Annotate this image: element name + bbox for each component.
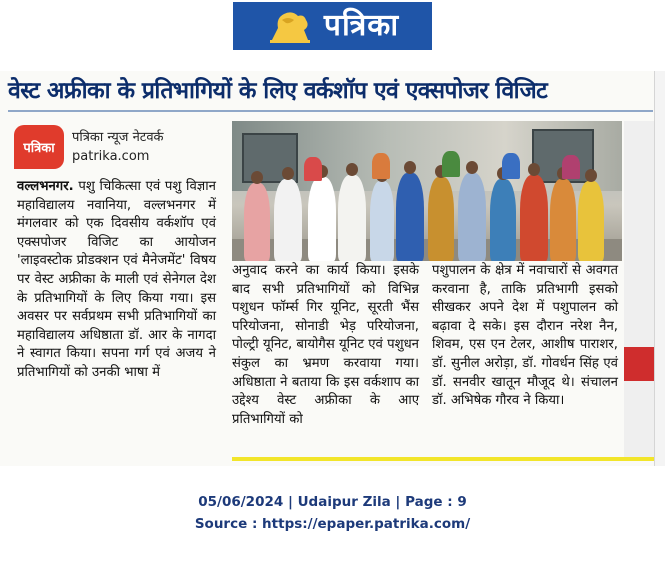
bottom-yellow-rule	[232, 457, 657, 461]
photo-person	[490, 179, 516, 261]
photo-person-head	[404, 161, 416, 174]
lion-icon	[266, 6, 314, 46]
photo-person	[308, 177, 336, 261]
photo-person-head	[282, 167, 294, 180]
photo-person-back-row	[304, 157, 322, 181]
photo-person	[244, 183, 270, 261]
photo-person-back-row	[562, 155, 580, 179]
photo-person	[458, 173, 486, 261]
photo-person-back-row	[372, 153, 390, 179]
source-site: patrika.com	[72, 149, 150, 164]
photo-person	[274, 179, 302, 261]
source-name: पत्रिका न्यूज नेटवर्क	[72, 130, 164, 145]
photo-person	[550, 179, 576, 261]
group-photo	[232, 121, 622, 261]
article-column-2: अनुवाद करने का कार्य किया। इसके बाद सभी प्रतिभागियों को विभिन्न पशुधन फॉर्म्स गिर यूनिट, सूरती भैंस परियोजना, सोनाडी भेड़ परियोजना, पोल्ट्री यूनिट, बायोगैस यूनिट एवं पशुधन संकुल का भ्रमण करवाया गया। अधिष्ठाता ने बताया कि इस वर्कशाप का उद्देश्य वेस्ट अफ्रीका के आए प्रतिभागियों को	[232, 263, 419, 427]
photo-person	[578, 181, 604, 261]
photo-person-head	[528, 163, 540, 176]
patrika-logo	[233, 2, 432, 50]
adjacent-article-red-block	[624, 347, 654, 381]
photo-person-back-row	[502, 153, 520, 179]
photo-person	[520, 175, 548, 261]
source-badge	[14, 125, 64, 169]
article-column-1	[17, 178, 216, 383]
photo-person-head	[346, 163, 358, 176]
news-clipping	[0, 71, 665, 466]
headline-divider	[8, 110, 653, 112]
adjacent-article-strip	[624, 121, 654, 461]
headline: वेस्ट अफ्रीका के प्रतिभागियों के लिए वर्कशॉप एवं एक्सपोजर विजिट	[8, 78, 548, 104]
source-url-line: Source : https://epaper.patrika.com/	[194, 516, 471, 532]
photo-person-head	[585, 169, 597, 182]
photo-person	[428, 177, 454, 261]
photo-person-head	[466, 161, 478, 174]
dateline: वल्लभनगर.	[17, 179, 74, 194]
article-column-3: पशुपालन के क्षेत्र में नवाचारों से अवगत करवाना है, ताकि प्रतिभागी इसको सीखकर अपने देश में पशुपालन को बढ़ावा दे सके। इस दौरान नरेश नैन, शिवम, एस एन टेलर, आशीष पाराशर, डॉ. सुनील अरोड़ा, डॉ. गोवर्धन सिंह एवं डॉ. सनवीर खातून मौजूद थे। संचालन डॉ. अभिषेक गौरव ने किया।	[432, 263, 618, 409]
photo-person	[338, 175, 366, 261]
photo-person-head	[251, 171, 263, 184]
clip-right-edge	[654, 71, 665, 466]
photo-person	[370, 181, 394, 261]
photo-person-back-row	[442, 151, 460, 177]
logo-text: पत्रिका	[323, 8, 400, 43]
source-badge-label: पत्रिका	[23, 141, 55, 156]
photo-person	[396, 173, 424, 261]
column-1-text: पशु चिकित्सा एवं पशु विज्ञान महाविद्यालय नवानिया, वल्लभनगर में मंगलवार को एक दिवसीय वर्कशॉप एवं एक्सपोजर विजिट का आयोजन 'लाइवस्टोक प्रोडक्शन एवं मैनेजमेंट' विषय पर वेस्ट अफ्रीका के माली एवं सेनेगल देश के प्रतिभागियों के लिए किया गया। इस अवसर पर सर्वप्रथम सभी प्रतिभागियों का महाविद्यालय अधिष्ठाता डॉ. आर के नागदा ने स्वागत किया। सपना गर्ग एवं अजय ने प्रतिभागियों को उनकी भाषा में	[17, 179, 216, 380]
date-page-line: 05/06/2024 | Udaipur Zila | Page : 9	[198, 494, 467, 510]
